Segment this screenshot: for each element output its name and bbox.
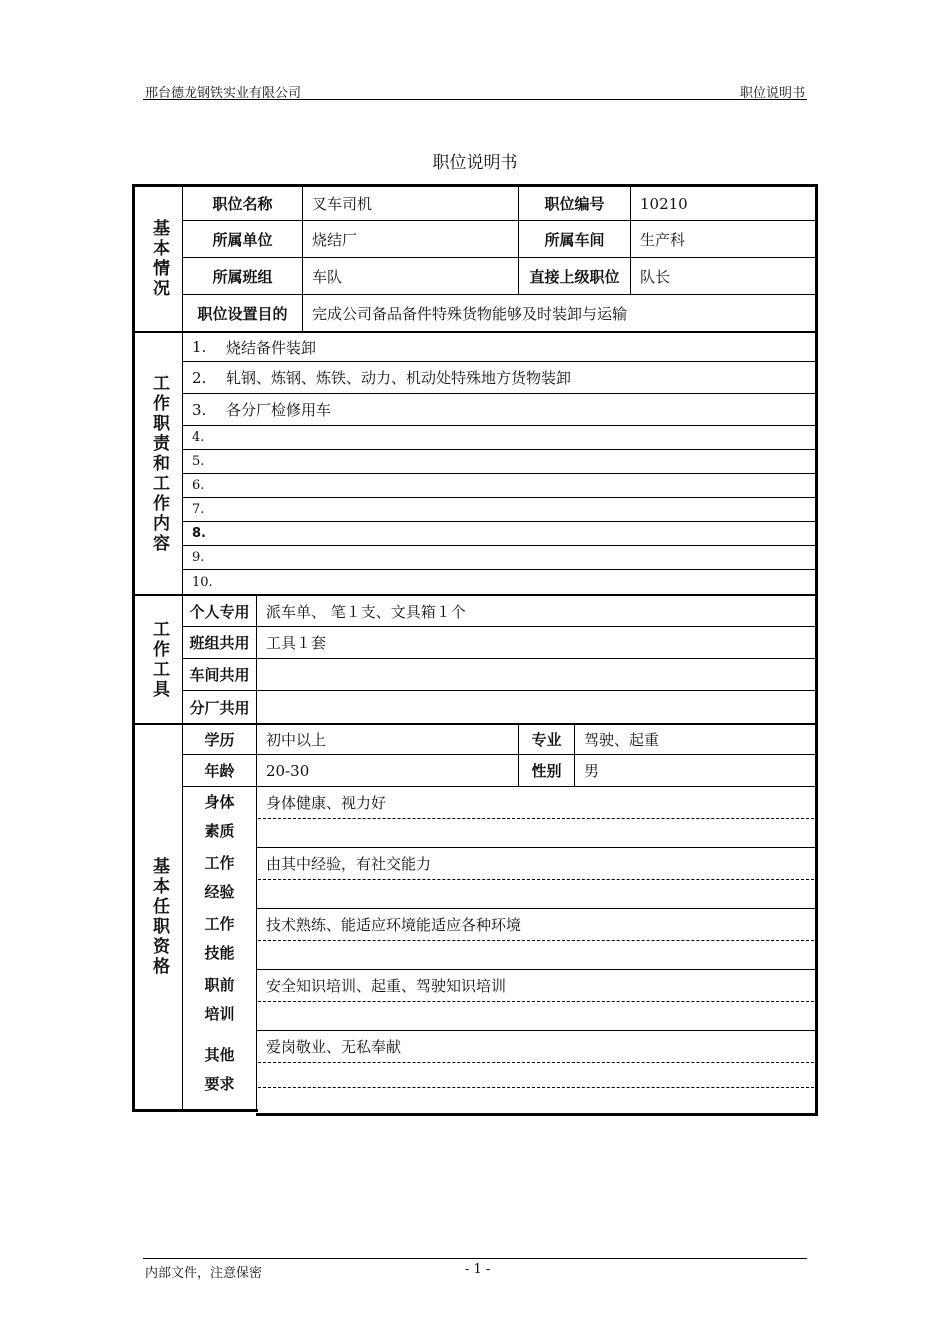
superior-label: 直接上级职位 <box>529 267 620 286</box>
dashed-rule <box>258 879 814 880</box>
tool-label-team: 班组共用 <box>189 634 250 652</box>
other-label-line1: 其他 <box>204 1046 235 1064</box>
position-name-value: 叉车司机 <box>312 195 373 213</box>
duty-item <box>192 333 316 361</box>
physical-label-line1: 身体 <box>204 793 235 811</box>
section-duties-title: 工作职责和工作内容 <box>149 373 169 554</box>
section-qualifications <box>135 725 182 1109</box>
section-duties <box>135 333 182 594</box>
duty-number: 5. <box>192 454 205 469</box>
education-value: 初中以上 <box>266 731 327 749</box>
gender-value: 男 <box>584 762 600 780</box>
duty-text: 轧钢、炼钢、炼铁、动力、机动处特殊地方货物装卸 <box>226 369 572 387</box>
position-code-label: 职位编号 <box>544 195 605 213</box>
company-name: 邢台德龙钢铁实业有限公司 <box>145 86 302 101</box>
duty-number: 4. <box>192 430 205 445</box>
tool-value-team: 工具１套 <box>266 634 327 652</box>
tool-value-personal: 派车单、 笔１支、文具箱１个 <box>266 602 466 621</box>
duty-number: 7. <box>192 502 205 517</box>
skills-label-line1: 工作 <box>204 915 235 933</box>
row-rule <box>183 425 815 426</box>
duty-item <box>192 450 226 473</box>
duty-item <box>192 394 331 425</box>
skills-value: 技术熟练、能适应环境能适应各种环境 <box>266 916 522 934</box>
position-code-value: 10210 <box>640 194 688 213</box>
other-value: 爱岗敬业、无私奉献 <box>266 1038 402 1056</box>
purpose-label: 职位设置目的 <box>197 304 288 323</box>
header-doc-type: 职位说明书 <box>739 86 805 101</box>
table-border-bottom <box>256 1113 818 1116</box>
experience-label <box>183 848 256 908</box>
row-rule <box>183 569 815 570</box>
row-rule <box>183 473 815 474</box>
row-rule <box>183 786 815 787</box>
education-label: 学历 <box>204 731 235 749</box>
superior-value: 队长 <box>640 267 671 286</box>
confidential-note: 内部文件，注意保密 <box>145 1266 263 1281</box>
position-name-label: 职位名称 <box>212 195 273 213</box>
row-rule <box>256 1030 815 1031</box>
duty-item <box>192 474 226 497</box>
training-value: 安全知识培训、起重、驾驶知识培训 <box>266 977 507 995</box>
page-title: 职位说明书 <box>432 153 518 173</box>
major-value: 驾驶、起重 <box>584 731 660 749</box>
unit-label: 所属单位 <box>212 230 273 249</box>
experience-label-line1: 工作 <box>204 854 235 872</box>
training-label <box>183 970 256 1030</box>
major-label: 专业 <box>531 731 562 749</box>
table-border-right <box>815 184 818 1116</box>
tool-label-workshop: 车间共用 <box>189 666 250 684</box>
duty-number: 1. <box>192 338 207 356</box>
duty-number: 8. <box>192 526 206 541</box>
duty-item <box>192 522 226 545</box>
physical-label <box>183 787 256 847</box>
gender-label: 性别 <box>531 762 562 780</box>
col-rule <box>574 725 575 786</box>
duty-item <box>192 426 226 449</box>
duty-number: 9. <box>192 550 205 565</box>
row-rule <box>256 969 815 970</box>
duty-number: 3. <box>192 400 207 419</box>
duty-text: 各分厂检修用车 <box>226 401 332 419</box>
duty-item <box>192 546 226 569</box>
col-rule <box>256 596 257 1112</box>
team-label: 所属班组 <box>212 267 273 286</box>
duty-number: 10. <box>192 574 213 590</box>
dashed-rule <box>258 1001 814 1002</box>
tool-label-personal: 个人专用 <box>189 602 250 621</box>
col-rule <box>302 187 303 331</box>
row-rule <box>183 497 815 498</box>
row-rule <box>183 690 815 691</box>
duty-item <box>192 498 226 521</box>
duty-item <box>192 362 571 393</box>
row-rule <box>256 847 815 848</box>
skills-label-line2: 技能 <box>204 944 235 962</box>
other-label-line2: 要求 <box>204 1075 235 1093</box>
section-basic-info <box>135 187 182 331</box>
physical-value: 身体健康、视力好 <box>266 794 387 812</box>
page-number: - 1 - <box>465 1262 491 1277</box>
header-rule <box>143 99 807 100</box>
section-basic-info-title: 基本情况 <box>149 219 169 299</box>
age-value: 20-30 <box>266 761 310 780</box>
workshop-value: 生产科 <box>640 230 686 249</box>
table-border-bottom <box>132 1109 258 1112</box>
training-label-line2: 培训 <box>204 1005 235 1023</box>
age-label: 年龄 <box>204 762 235 780</box>
duty-number: 6. <box>192 478 205 493</box>
physical-label-line2: 素质 <box>204 822 235 840</box>
dashed-rule <box>258 818 814 819</box>
row-rule <box>183 545 815 546</box>
row-rule <box>256 908 815 909</box>
row-rule <box>183 658 815 659</box>
unit-value: 烧结厂 <box>312 230 358 249</box>
duty-text: 烧结备件装卸 <box>226 338 317 357</box>
skills-label <box>183 909 256 969</box>
purpose-value: 完成公司备品备件特殊货物能够及时装卸与运输 <box>312 304 628 323</box>
workshop-label: 所属车间 <box>544 230 605 249</box>
duty-item <box>192 570 226 594</box>
row-rule <box>183 521 815 522</box>
team-value: 车队 <box>312 267 343 286</box>
duty-number: 2. <box>192 368 207 387</box>
experience-value: 由其中经验，有社交能力 <box>266 855 432 873</box>
experience-label-line2: 经验 <box>204 883 235 901</box>
footer-rule <box>143 1258 807 1259</box>
training-label-line1: 职前 <box>204 976 235 994</box>
dashed-rule <box>258 940 814 941</box>
other-label <box>183 1031 256 1109</box>
dashed-rule <box>258 1062 814 1063</box>
section-tools-title: 工作工具 <box>149 619 169 700</box>
section-tools <box>135 596 182 723</box>
tool-label-branch: 分厂共用 <box>189 698 250 717</box>
row-rule <box>183 449 815 450</box>
section-qualifications-title: 基本任职资格 <box>149 857 169 977</box>
dashed-rule <box>258 1087 814 1088</box>
col-rule <box>630 187 631 294</box>
